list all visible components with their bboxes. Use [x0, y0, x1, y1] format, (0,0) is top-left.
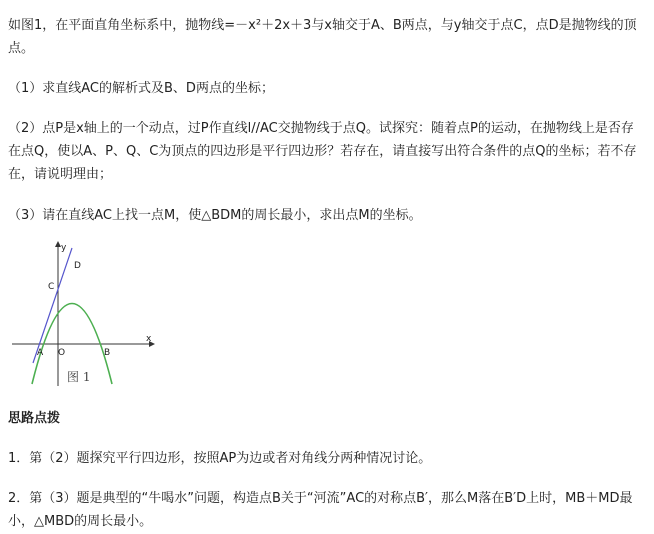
label-o: O	[58, 348, 66, 358]
problem-intro: 如图1，在平面直角坐标系中，抛物线=－x²＋2x＋3与x轴交于A、B两点，与y轴交于点C，点D是抛物线的顶点。	[8, 18, 637, 56]
label-y: y	[61, 243, 67, 253]
label-a: A	[37, 348, 44, 358]
question-3: （3）请在直线AC上找一点M，使△BDM的周长最小，求出点M的坐标。	[8, 208, 422, 223]
hint-2: 2．第（3）题是典型的“牛喝水”问题，构造点B关于“河流”AC的对称点B′，那么M落在B′D上时，MB＋MD最小，△MBD的周长最小。	[8, 491, 633, 529]
parabola-diagram	[8, 238, 158, 388]
label-x: x	[146, 334, 152, 344]
question-1: （1）求直线AC的解析式及B、D两点的坐标；	[8, 81, 274, 96]
question-2: （2）点P是x轴上的一个动点，过P作直线l//AC交抛物线于点Q。试探究：随着点P的运动，在抛物线上是否存在点Q，使以A、P、Q、C为顶点的四边形是平行四边形？若存在，请直接写出符合条件的点Q的坐标；若不存在，请说明理由；	[8, 121, 637, 182]
label-d: D	[74, 261, 81, 271]
figure-1	[8, 238, 158, 388]
hints-heading: 思路点拨	[8, 411, 61, 426]
label-c: C	[48, 282, 55, 292]
hint-1: 1．第（2）题探究平行四边形，按照AP为边或者对角线分两种情况讨论。	[8, 451, 432, 466]
figure-caption: 图 1	[67, 370, 91, 384]
label-b: B	[104, 348, 111, 358]
